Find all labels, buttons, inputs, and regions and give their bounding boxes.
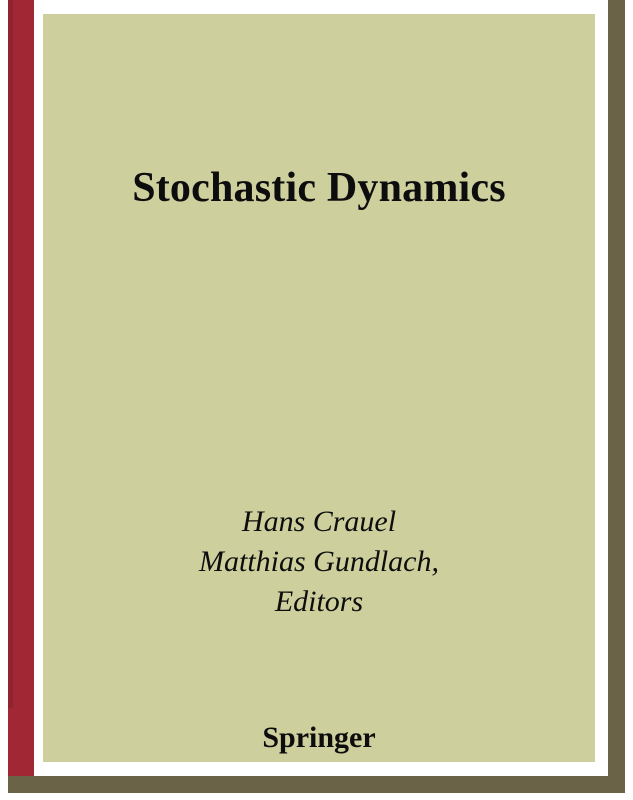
author-line-1: Hans Crauel (241, 505, 397, 538)
author-line-3: Editors (274, 585, 364, 618)
book-title: Stochastic Dynamics (132, 165, 506, 211)
book-spine-foot (8, 708, 34, 776)
author-line-2: Matthias Gundlach, (199, 545, 439, 578)
cover-content (43, 14, 595, 762)
book-edge-bottom (22, 776, 625, 793)
book-spine-highlight (8, 0, 13, 776)
book-edge-right (608, 14, 625, 793)
publisher-name: Springer (262, 721, 376, 754)
book-authors (43, 502, 595, 622)
book-front-cover (43, 14, 595, 762)
